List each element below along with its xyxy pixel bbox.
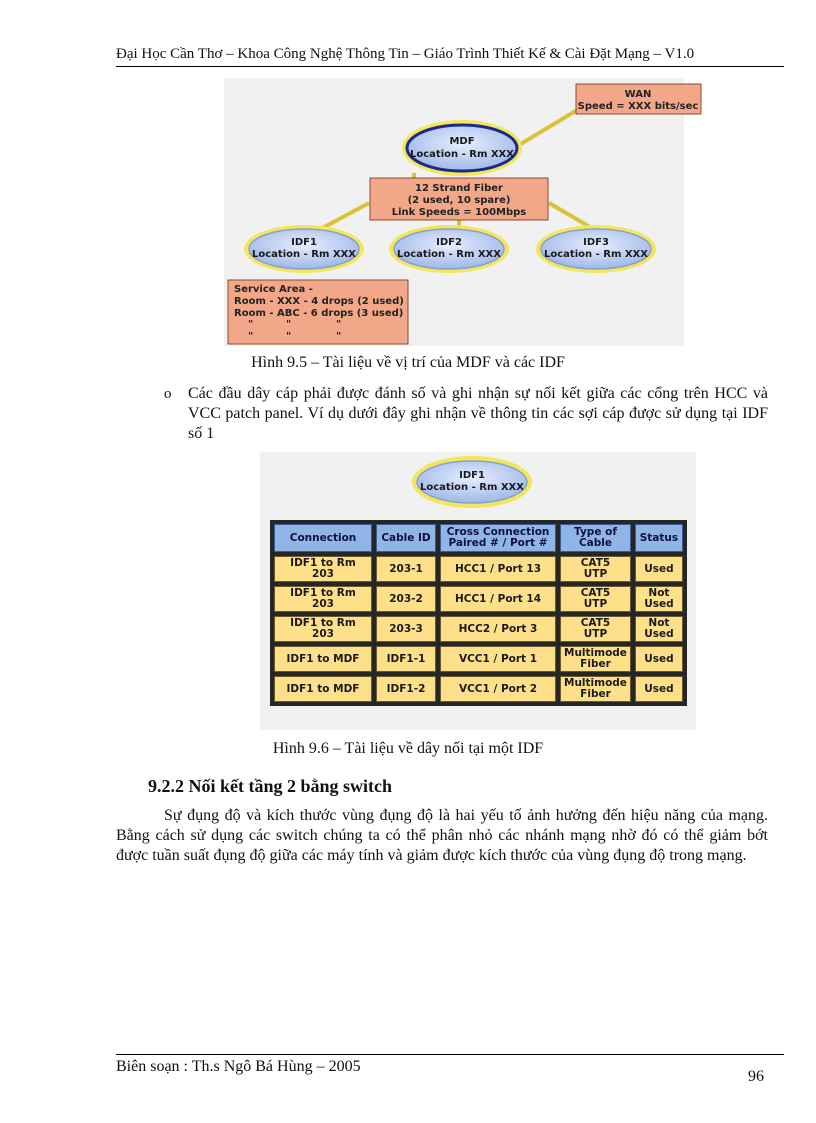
mdf-node <box>402 120 522 176</box>
cell-cable-id: 203-3 <box>376 616 436 642</box>
cell-cross: VCC1 / Port 1 <box>440 646 556 672</box>
mdf-idf-diagram-svg <box>224 78 699 346</box>
cell-cable-id: 203-2 <box>376 586 436 612</box>
mdf-label: MDF <box>449 136 475 147</box>
cell-type: CAT5 UTP <box>560 616 631 642</box>
bullet-paragraph <box>164 384 768 444</box>
idf1-label: IDF1 <box>459 470 485 481</box>
page-number: 96 <box>748 1068 764 1085</box>
svg-text:": " <box>248 319 254 330</box>
svg-text:Room - XXX - 4 drops (2 used): Room - XXX - 4 drops (2 used) <box>234 296 404 307</box>
svg-text:Location - Rm XXX: Location - Rm XXX <box>544 249 648 260</box>
cell-connection: IDF1 to MDF <box>274 676 372 702</box>
figure-9-6-caption: Hình 9.6 – Tài liệu về dây nối tại một IDF <box>272 740 544 757</box>
svg-text:Location - Rm XXX: Location - Rm XXX <box>252 249 356 260</box>
bullet-marker: o <box>164 386 172 402</box>
cell-type: Multimode Fiber <box>560 676 631 702</box>
cell-cable-id: IDF1-2 <box>376 676 436 702</box>
svg-text:IDF1: IDF1 <box>291 237 317 248</box>
svg-text:Room - ABC - 6 drops (3 used): Room - ABC - 6 drops (3 used) <box>234 308 404 319</box>
cell-status: Used <box>635 646 683 672</box>
fiber-label: 12 Strand Fiber <box>415 183 503 194</box>
figure-mdf-idf-diagram <box>224 78 699 346</box>
table-row <box>274 646 683 672</box>
header-cable-id: Cable ID <box>376 524 436 552</box>
cell-connection: IDF1 to Rm 203 <box>274 556 372 582</box>
header-connection: Connection <box>274 524 372 552</box>
svg-text:IDF3: IDF3 <box>583 237 609 248</box>
footer-author: Biên soạn : Th.s Ngô Bá Hùng – 2005 <box>116 1058 361 1075</box>
svg-text:": " <box>336 319 342 330</box>
cell-type: CAT5 UTP <box>560 556 631 582</box>
cell-connection: IDF1 to Rm 203 <box>274 616 372 642</box>
table-row <box>274 556 683 582</box>
idf3-node <box>536 225 656 273</box>
figure-9-5-caption: Hình 9.5 – Tài liệu về vị trí của MDF và các IDF <box>251 354 565 371</box>
cell-cable-id: IDF1-1 <box>376 646 436 672</box>
cell-cross: HCC1 / Port 13 <box>440 556 556 582</box>
cell-type: CAT5 UTP <box>560 586 631 612</box>
cell-status: Not Used <box>635 616 683 642</box>
cell-status: Used <box>635 556 683 582</box>
cell-type: Multimode Fiber <box>560 646 631 672</box>
bullet-text: Các đầu dây cáp phải được đánh số và ghi nhận sự nối kết giữa các cổng trên HCC và VCC patch panel. Ví dụ dưới đây ghi nhận về thông tin các sợi cáp được sử dụng tại IDF số 1 <box>188 385 768 442</box>
svg-text:Location - Rm XXX: Location - Rm XXX <box>397 249 501 260</box>
idf1-node-svg <box>260 452 696 516</box>
page-header: Đại Học Cần Thơ – Khoa Công Nghệ Thông Tin – Giáo Trình Thiết Kế & Cài Đặt Mạng – V1.0 <box>116 46 784 67</box>
header-type-of-cable: Type of Cable <box>560 524 631 552</box>
footer-divider <box>116 1054 784 1055</box>
header-cross-connection: Cross Connection Paired # / Port # <box>440 524 556 552</box>
service-area-box <box>228 280 408 344</box>
wan-box <box>576 84 701 114</box>
wan-speed: Speed = XXX bits/sec <box>577 101 699 112</box>
cable-documentation-table <box>270 520 687 706</box>
idf1-location: Location - Rm XXX <box>420 482 524 493</box>
header-status: Status <box>635 524 683 552</box>
cell-connection: IDF1 to MDF <box>274 646 372 672</box>
idf2-node <box>389 225 509 273</box>
mdf-location: Location - Rm XXX <box>410 149 514 160</box>
idf1-node <box>244 225 364 273</box>
body-paragraph: Sự đụng độ và kích thước vùng đụng độ là hai yếu tố ảnh hưởng đến hiệu năng của mạng. Bằng cách sử dụng các switch chúng ta có thể phân nhỏ các nhánh mạng nhờ đó có thể giảm bớt được tuần suất đụng độ giữa các máy tính và giảm được kích thước của vùng đụng độ trong mạng. <box>116 807 768 864</box>
svg-text:": " <box>286 319 292 330</box>
table-header-row <box>274 524 683 552</box>
svg-text:Service Area -: Service Area - <box>234 284 313 295</box>
cell-cross: VCC1 / Port 2 <box>440 676 556 702</box>
cell-cable-id: 203-1 <box>376 556 436 582</box>
cell-cross: HCC1 / Port 14 <box>440 586 556 612</box>
wan-label: WAN <box>624 89 652 100</box>
cell-connection: IDF1 to Rm 203 <box>274 586 372 612</box>
svg-text:IDF2: IDF2 <box>436 237 462 248</box>
svg-text:": " <box>286 331 292 342</box>
svg-text:": " <box>248 331 254 342</box>
fiber-box <box>370 178 548 220</box>
section-heading: 9.2.2 Nối kết tầng 2 bằng switch <box>148 776 393 796</box>
cell-status: Used <box>635 676 683 702</box>
svg-text:": " <box>336 331 342 342</box>
fiber-speed: Link Speeds = 100Mbps <box>391 207 527 218</box>
table-row <box>274 616 683 642</box>
table-row <box>274 676 683 702</box>
cell-cross: HCC2 / Port 3 <box>440 616 556 642</box>
table-row <box>274 586 683 612</box>
fiber-usage: (2 used, 10 spare) <box>407 195 511 206</box>
cell-status: Not Used <box>635 586 683 612</box>
